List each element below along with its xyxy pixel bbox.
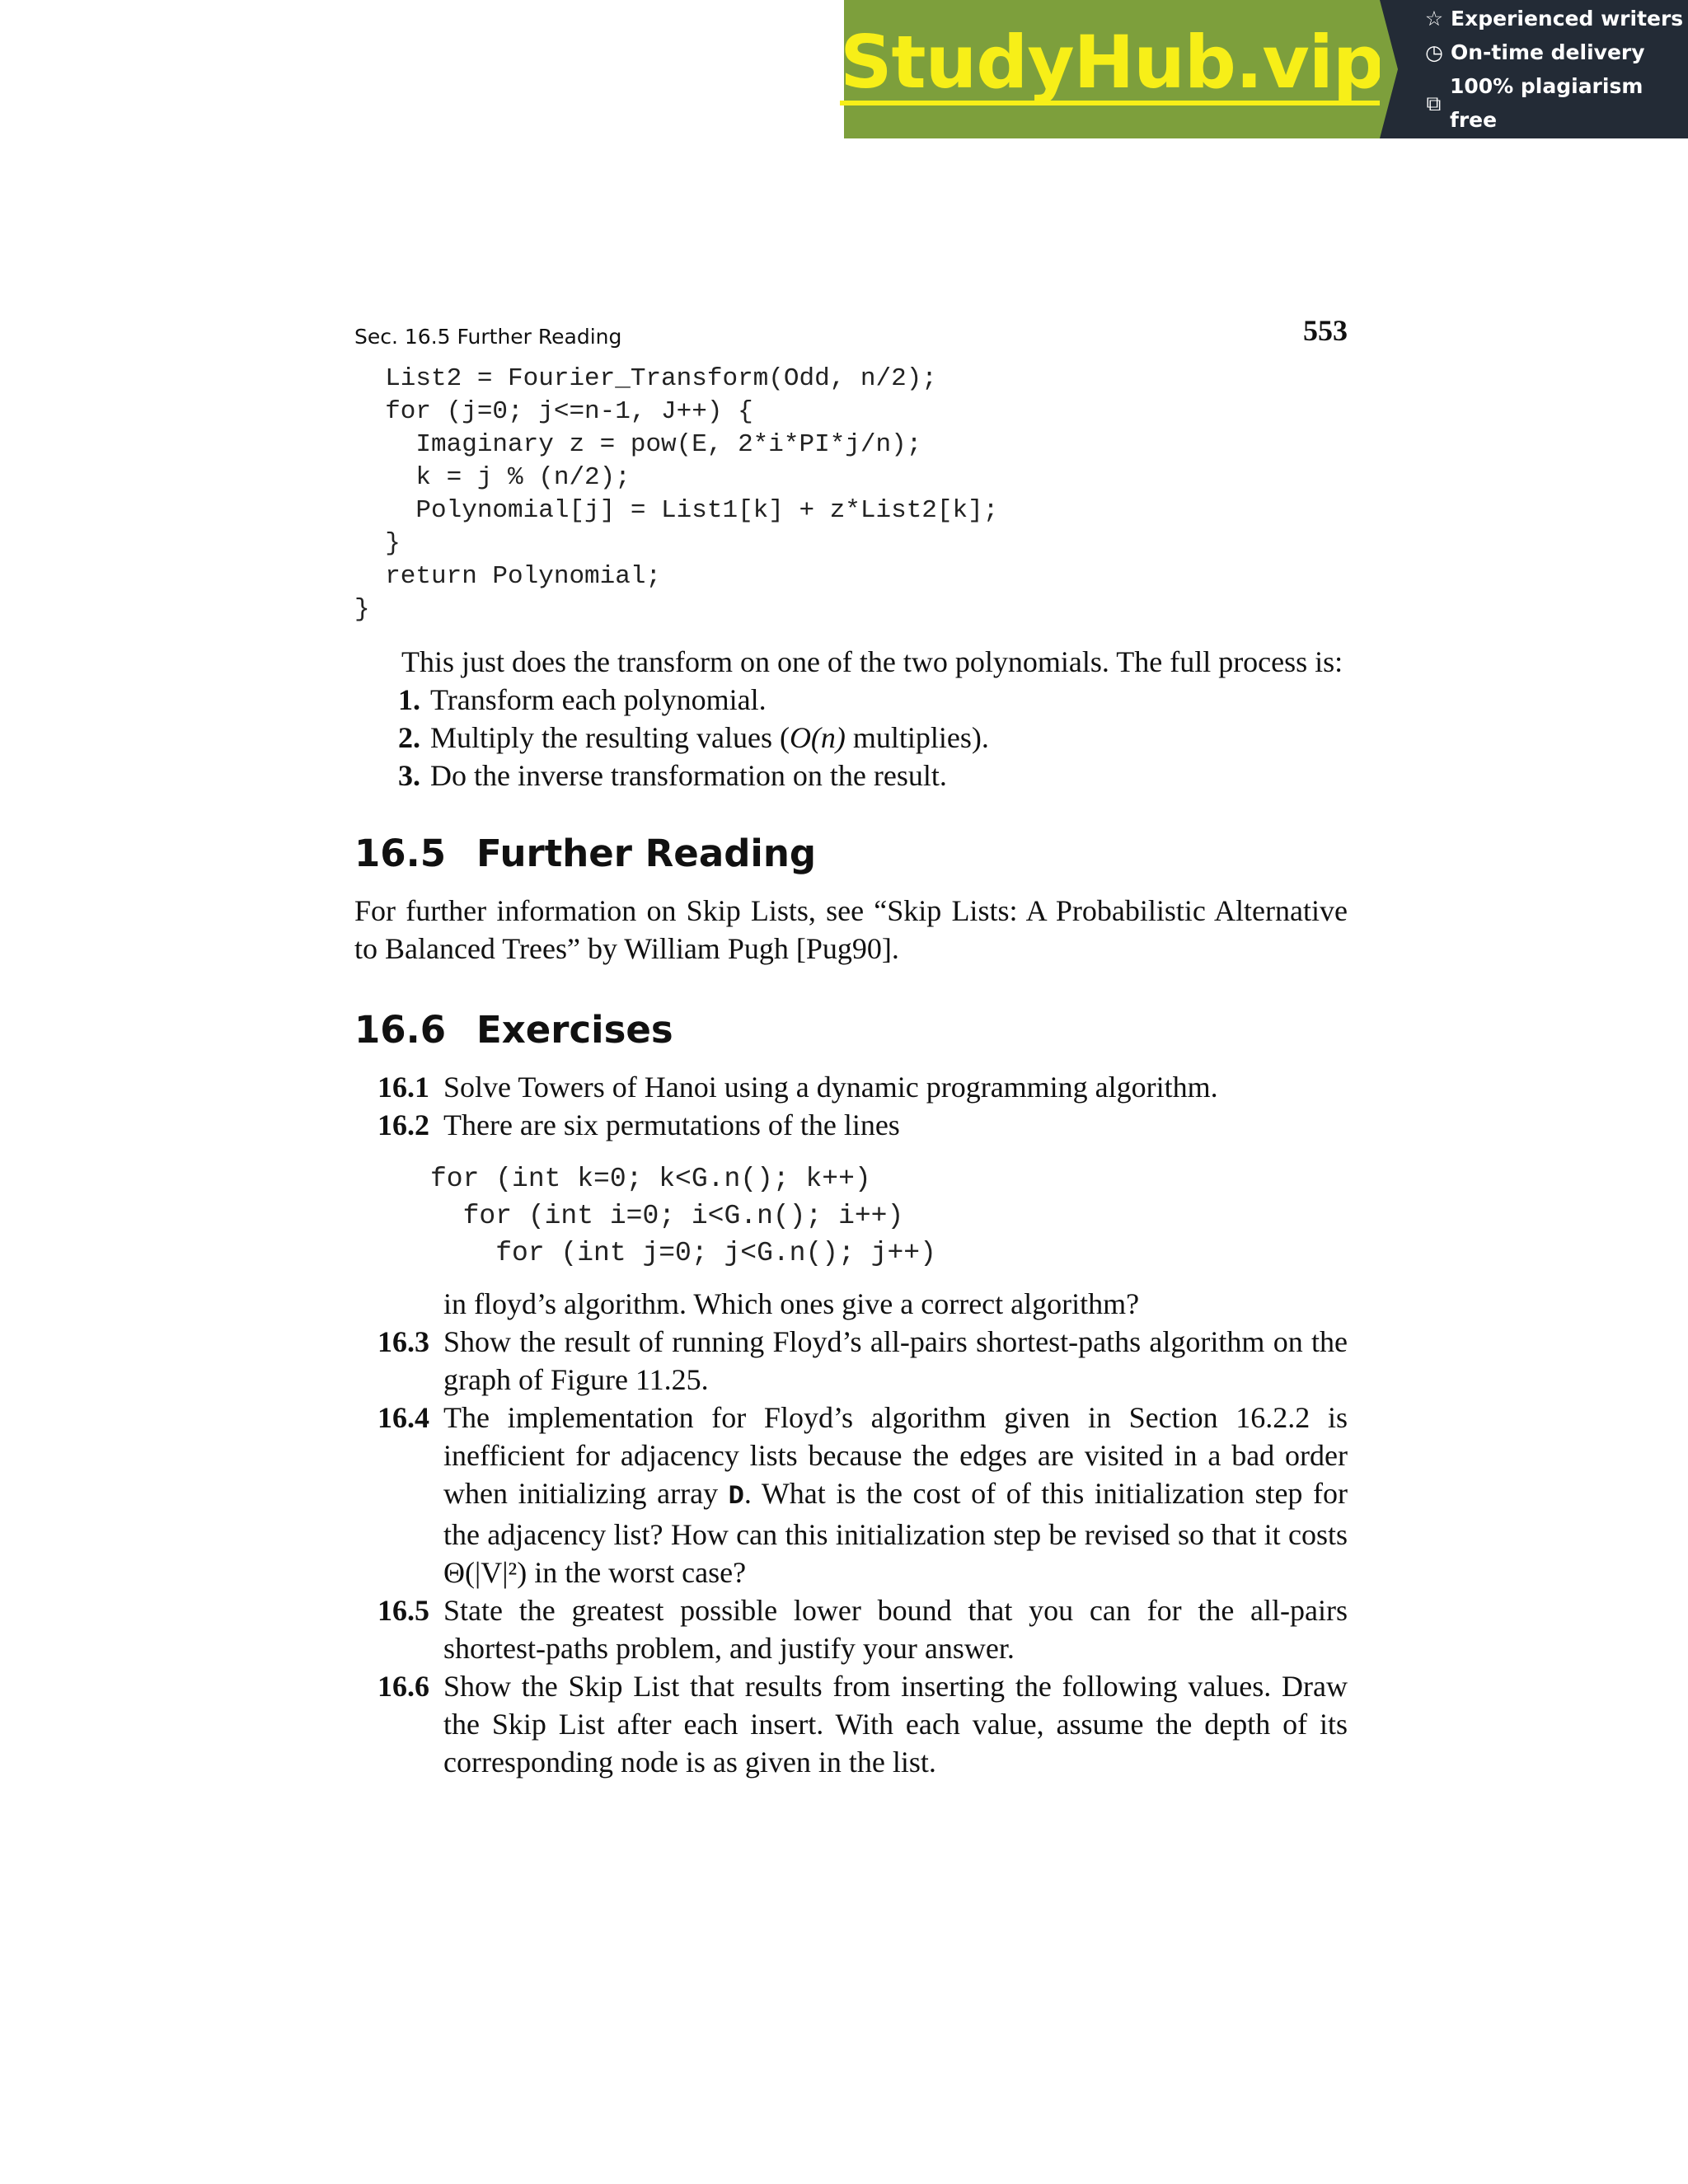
exercise-list <box>354 1068 1348 1781</box>
exercise-number: 16.1 <box>377 1071 429 1104</box>
step-text: Do the inverse transformation on the result. <box>430 759 947 792</box>
exercise-text: The implementation for Floyd’s algorithm given in Section 16.2.2 is inefficient for adjacency lists because the edges are visited in a bad order when initializing array D. What is the cost of of this initialization step for the adjacency list? How can this initialization step be revised so that it costs Θ(|V|²) in the worst case? <box>443 1401 1348 1589</box>
exercise-text: There are six permutations of the lines <box>443 1108 900 1141</box>
code-line: for (int j=0; j<G.n(); j++) <box>430 1238 936 1268</box>
code-line: } <box>354 529 401 558</box>
exercise-text: in floyd’s algorithm. Which ones give a correct algorithm? <box>443 1287 1140 1320</box>
feature-panel <box>1380 0 1688 138</box>
brand-panel <box>840 0 1384 138</box>
exercise-number: 16.4 <box>377 1401 429 1434</box>
feature-label: On-time delivery <box>1451 40 1645 64</box>
exercise-number: 16.6 <box>377 1670 429 1703</box>
section-title: Further Reading <box>476 832 817 875</box>
exercise-item <box>354 1068 1348 1106</box>
step-number: 1. <box>398 683 420 716</box>
code-line: Imaginary z = pow(E, 2*i*PI*j/n); <box>354 430 922 459</box>
step-text: Transform each polynomial. <box>430 683 767 716</box>
code-line: for (int k=0; k<G.n(); k++) <box>430 1164 871 1194</box>
further-reading-paragraph: For further information on Skip Lists, see “Skip Lists: A Probabilistic Alternative to Balanced Trees” by William Pugh [Pug90]. <box>354 894 1348 965</box>
watermark-banner <box>840 0 1688 138</box>
exercise-item <box>354 1323 1348 1399</box>
section-number: 16.5 <box>354 832 447 875</box>
list-item <box>354 719 1348 757</box>
feature-item <box>1423 35 1688 69</box>
page-content <box>354 313 1348 1781</box>
page-number: 553 <box>1303 314 1348 347</box>
exercise-text: Show the Skip List that results from inserting the following values. Draw the Skip List after each insert. With each value, assume the depth of its corresponding node is as given in the list. <box>443 1670 1348 1779</box>
feature-item <box>1423 2 1688 35</box>
section-heading-further-reading <box>354 831 1348 877</box>
code-line: k = j % (n/2); <box>354 463 631 492</box>
feature-label: Experienced writers <box>1451 7 1684 30</box>
exercise-text: State the greatest possible lower bound that you can for the all-pairs shortest-paths problem, and justify your answer. <box>443 1594 1348 1665</box>
code-line: Polynomial[j] = List1[k] + z*List2[k]; <box>354 496 999 525</box>
section-number: 16.6 <box>354 1008 447 1052</box>
brand-logo: StudyHub.vip <box>840 20 1384 105</box>
exercise-continuation <box>354 1285 1348 1323</box>
code-line: return Polynomial; <box>354 562 662 591</box>
section-heading-exercises <box>354 1007 1348 1053</box>
code-line: } <box>354 595 370 624</box>
exercise-item <box>354 1399 1348 1591</box>
exercise-text: Solve Towers of Hanoi using a dynamic programming algorithm. <box>443 1071 1218 1104</box>
exercise-number: 16.3 <box>377 1325 429 1358</box>
exercise-item <box>354 1591 1348 1667</box>
math-expression: Θ(|V|²) <box>443 1556 528 1589</box>
list-item <box>354 681 1348 719</box>
feature-label: 100% plagiarism free <box>1449 74 1643 132</box>
intro-paragraph: This just does the transform on one of the two polynomials. The full process is: <box>401 645 1343 678</box>
exercise-text: Show the result of running Floyd’s all-pairs shortest-paths algorithm on the graph of Figure 11.25. <box>443 1325 1348 1396</box>
step-text: Multiply the resulting values (O(n) multiplies). <box>430 721 989 754</box>
exercise-item <box>354 1667 1348 1781</box>
star-icon: ☆ <box>1424 7 1444 30</box>
feature-item <box>1423 69 1688 137</box>
math-expression: O(n) <box>789 721 846 754</box>
section-title: Exercises <box>476 1008 673 1052</box>
clock-icon: ◷ <box>1425 40 1443 64</box>
exercise-number: 16.5 <box>377 1594 429 1627</box>
inline-code: D <box>728 1481 744 1511</box>
code-block-fourier <box>354 363 1348 626</box>
list-item <box>354 757 1348 794</box>
process-steps <box>354 681 1348 794</box>
code-block-floyd-loops <box>430 1160 1348 1272</box>
code-line: for (int i=0; i<G.n(); i++) <box>430 1201 904 1231</box>
copy-icon: ⧉ <box>1426 91 1442 115</box>
exercise-number: 16.2 <box>377 1108 429 1141</box>
code-line: for (j=0; j<=n-1, J++) { <box>354 397 753 426</box>
section-running-title: Sec. 16.5 Further Reading <box>354 325 622 349</box>
step-number: 3. <box>398 759 420 792</box>
code-line: List2 = Fourier_Transform(Odd, n/2); <box>354 364 937 393</box>
step-number: 2. <box>398 721 420 754</box>
exercise-item <box>354 1106 1348 1144</box>
running-head <box>354 313 1348 363</box>
